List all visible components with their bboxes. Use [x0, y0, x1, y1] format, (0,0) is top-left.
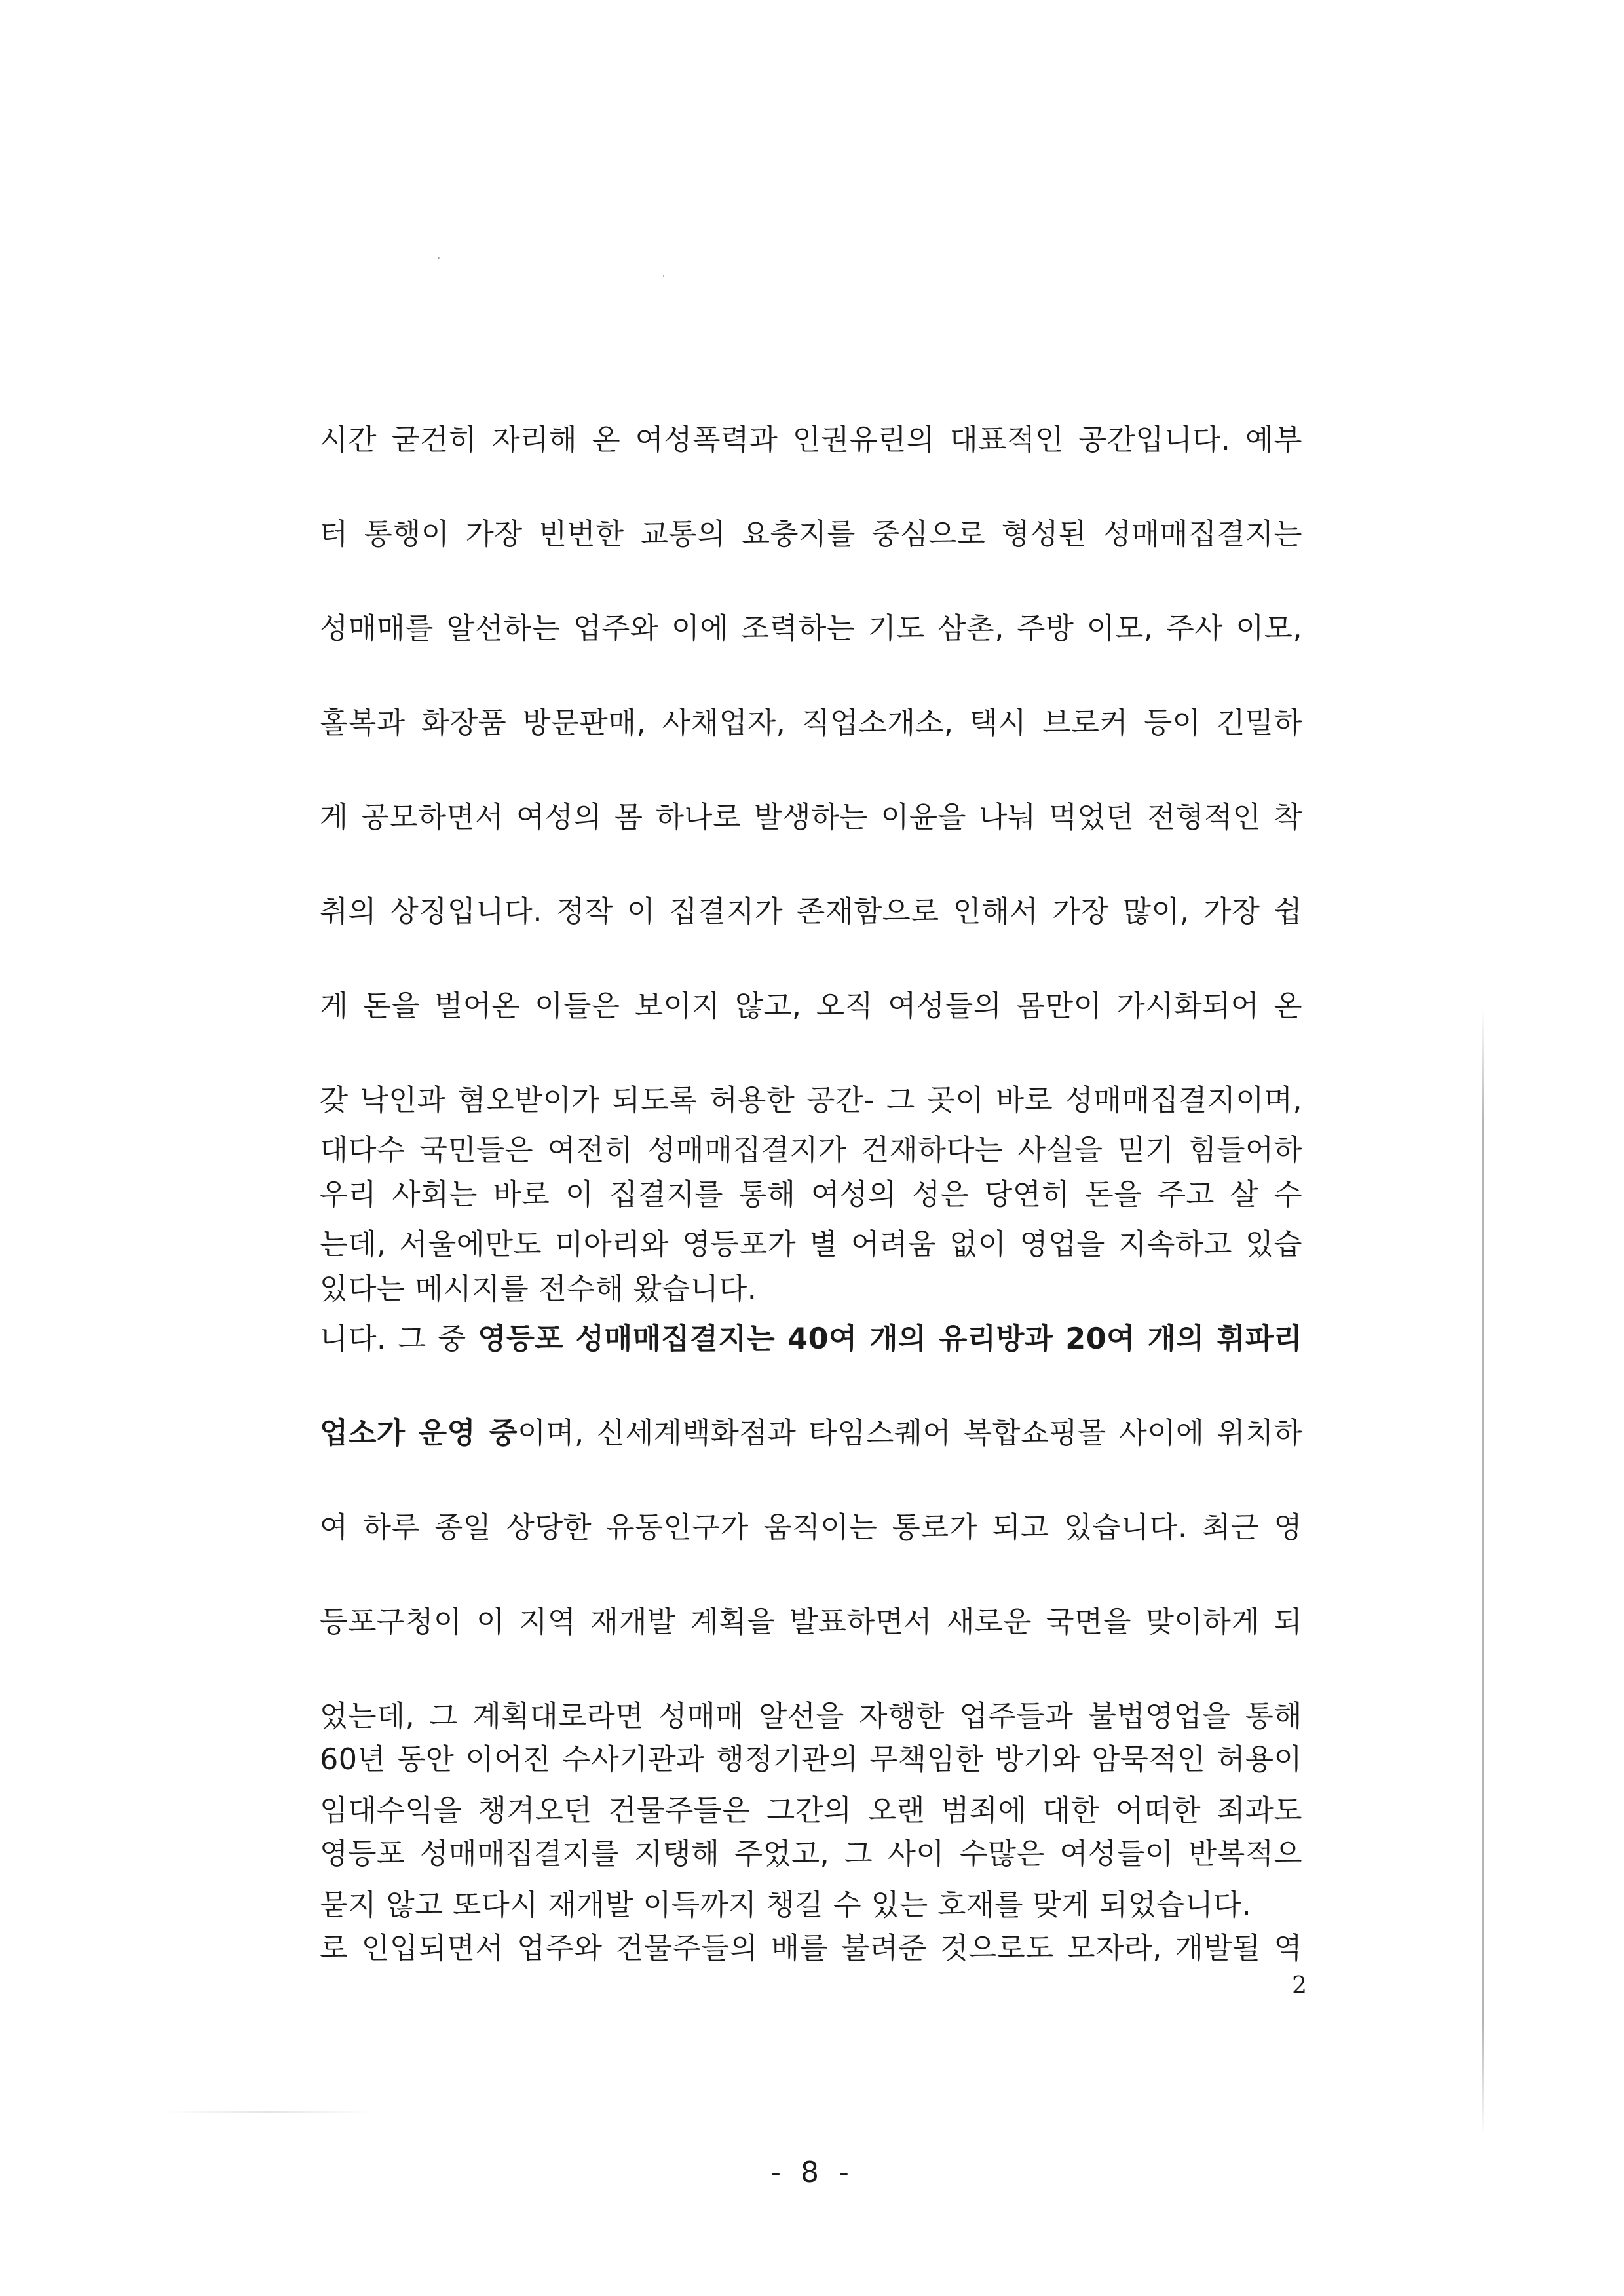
- text-line: 영등포 성매매집결지를 지탱해 주었고, 그 사이 수많은 여성들이 반복적으: [320, 1837, 1302, 1871]
- text-line: 게 공모하면서 여성의 몸 하나로 발생하는 이윤을 나눠 먹었던 전형적인 착: [320, 801, 1302, 834]
- text-line: 취의 상징입니다. 정작 이 집결지가 존재함으로 인해서 가장 많이, 가장 쉽: [320, 895, 1302, 928]
- text-line: 었는데, 그 계획대로라면 성매매 알선을 자행한 업주들과 불법영업을 통해: [320, 1700, 1302, 1733]
- text-line: 여 하루 종일 상당한 유동인구가 움직이는 통로가 되고 있습니다. 최근 영: [320, 1511, 1302, 1544]
- text-line: 묻지 않고 또다시 재개발 이득까지 챙길 수 있는 호재를 맞게 되었습니다.: [320, 1888, 1252, 1922]
- text-line: 게 돈을 벌어온 이들은 보이지 않고, 오직 여성들의 몸만이 가시화되어 온: [320, 989, 1302, 1023]
- text-line: 성매매를 알선하는 업주와 이에 조력하는 기도 삼촌, 주방 이모, 주사 이모,: [320, 612, 1302, 645]
- text-segment: 니다. 그 중: [320, 1322, 478, 1356]
- text-line: 홀복과 화장품 방문판매, 사채업자, 직업소개소, 택시 브로커 등이 긴밀하: [320, 706, 1302, 740]
- scan-smudge: [164, 2111, 373, 2113]
- text-line: 갖 낙인과 혐오받이가 되도록 허용한 공간- 그 곳이 바로 성매매집결지이며,: [320, 1084, 1302, 1117]
- scan-speck: [438, 257, 440, 259]
- text-segment: 이며, 신세계백화점과 타임스퀘어 복합쇼핑몰 사이에 위치하: [518, 1417, 1302, 1450]
- text-line-with-emphasis: [320, 1292, 1302, 1387]
- paragraph-3: [320, 1713, 1302, 1996]
- text-line: 로 인입되면서 업주와 건물주들의 배를 불려준 것으로도 모자라, 개발될 역: [320, 1932, 1302, 1965]
- scan-speck: [663, 275, 664, 277]
- text-line: 우리 사회는 바로 이 집결지를 통해 여성의 성은 당연히 돈을 주고 살 수: [320, 1178, 1302, 1212]
- text-line: 대다수 국민들은 여전히 성매매집결지가 건재하다는 사실을 믿기 힘들어하: [320, 1134, 1302, 1167]
- text-line: 는데, 서울에만도 미아리와 영등포가 별 어려움 없이 영업을 지속하고 있습: [320, 1228, 1302, 1261]
- text-line: 등포구청이 이 지역 재개발 계획을 발표하면서 새로운 국면을 맞이하게 되: [320, 1605, 1302, 1639]
- text-line: 터 통행이 가장 빈번한 교통의 요충지를 중심으로 형성된 성매매집결지는: [320, 518, 1302, 551]
- page-number: 2: [1292, 1972, 1307, 1999]
- emphasized-text: 업소가 운영 중: [320, 1417, 518, 1450]
- text-line-with-emphasis: [320, 1387, 1302, 1481]
- text-line: 임대수익을 챙겨오던 건물주들은 그간의 오랜 범죄에 대한 어떠한 죄과도: [320, 1794, 1302, 1827]
- footer-page-number: - 8 -: [770, 2156, 854, 2189]
- emphasized-text: 영등포 성매매집결지는 40여 개의 유리방과 20여 개의 휘파리: [478, 1322, 1302, 1356]
- scan-edge-line: [1482, 1009, 1484, 2136]
- text-line: 60년 동안 이어진 수사기관과 행정기관의 무책임한 방기와 암묵적인 허용이: [320, 1743, 1302, 1776]
- text-line: 있다는 메시지를 전수해 왔습니다.: [320, 1272, 757, 1306]
- text-line: 시간 굳건히 자리해 온 여성폭력과 인권유린의 대표적인 공간입니다. 예부: [320, 423, 1302, 457]
